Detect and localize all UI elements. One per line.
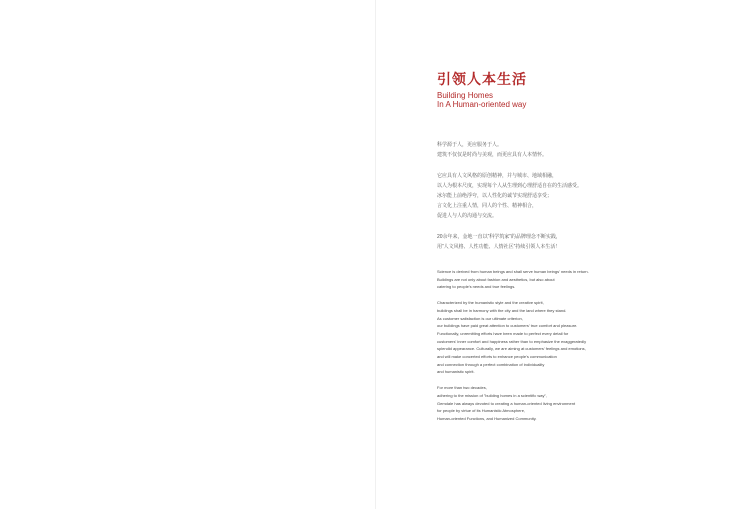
text-line: catering to people's needs and true feelings.	[437, 284, 516, 290]
page-content	[437, 70, 737, 431]
title-english	[437, 91, 737, 109]
text-line: 冰尔能上前绝浮夸，以人性化的诚节实现舒适享受；	[437, 193, 553, 199]
text-line: 它应具有人文风格的原创精神，并与城市、地域相融，	[437, 173, 558, 179]
text-line: 以人为根本尺度，实现每个人从生理到心理舒适自在的生活感受。	[437, 183, 583, 189]
text-line: splendid appearance. Culturally, we are aiming at customers' feelings and emotions,	[437, 346, 586, 352]
english-paragraph	[437, 299, 737, 376]
text-line: For more than two decades,	[437, 385, 487, 391]
chinese-paragraph	[437, 171, 737, 221]
text-line: Buildings are not only about fashion and aesthetics, but also about	[437, 276, 555, 282]
english-paragraph	[437, 268, 737, 291]
chinese-paragraph	[437, 140, 737, 160]
text-line: and will make concerted efforts to enhance people's communication	[437, 354, 557, 360]
text-line: 20余年来，金地一直以“科学筑家”的品牌理念不断实践，	[437, 234, 561, 240]
text-line: 促进人与人的沟通与交流。	[437, 213, 498, 219]
text-line: 用“人文风格、人性功能、人情社区”持续引领人本生活！	[437, 244, 561, 250]
text-line: for people by virtue of its Humanistic Atmosphere,	[437, 408, 526, 414]
english-paragraph	[437, 384, 737, 423]
text-line: and humanistic spirit.	[437, 369, 475, 375]
text-line: 科学源于人，更应服务于人。	[437, 142, 503, 148]
english-body	[437, 268, 737, 423]
text-line: Functionally, unremitting efforts have been made to perfect every detail for	[437, 330, 569, 336]
title-chinese: 引领人本生活	[437, 71, 527, 87]
text-line: and connection through a perfect combination of individuality	[437, 361, 545, 367]
text-line: our buildings have paid great attention to customers' true comfort and pleasure.	[437, 323, 578, 329]
text-line: 言文化上注重人情，同人的个性、精神相合，	[437, 203, 538, 209]
chinese-body	[437, 140, 737, 252]
text-line: customers' inner comfort and happiness rather than to emphasize the exaggeratedly	[437, 338, 587, 344]
title-english-line: In A Human-oriented way	[437, 100, 527, 109]
text-line: Gemdale has always devoted to creating a human-oriented living environment	[437, 400, 576, 406]
text-line: Science is derived from human beings and shall serve human beings' needs in return.	[437, 269, 589, 274]
right-page	[376, 0, 750, 509]
chinese-paragraph	[437, 232, 737, 252]
text-line: Characterized by the humanistic style and the creative spirit,	[437, 300, 544, 306]
text-line: 建筑不仅仅是时尚与美观，而更应具有人本情怀。	[437, 152, 548, 158]
text-line: As customer satisfaction is our ultimate criterion,	[437, 315, 523, 321]
text-line: adhering to the mission of "building homes in a scientific way",	[437, 392, 548, 398]
title-english-line: Building Homes	[437, 91, 494, 100]
text-line: buildings shall be in harmony with the city and the land where they stand.	[437, 307, 567, 313]
text-line: Human-oriented Functions, and Humanized Community.	[437, 415, 537, 421]
